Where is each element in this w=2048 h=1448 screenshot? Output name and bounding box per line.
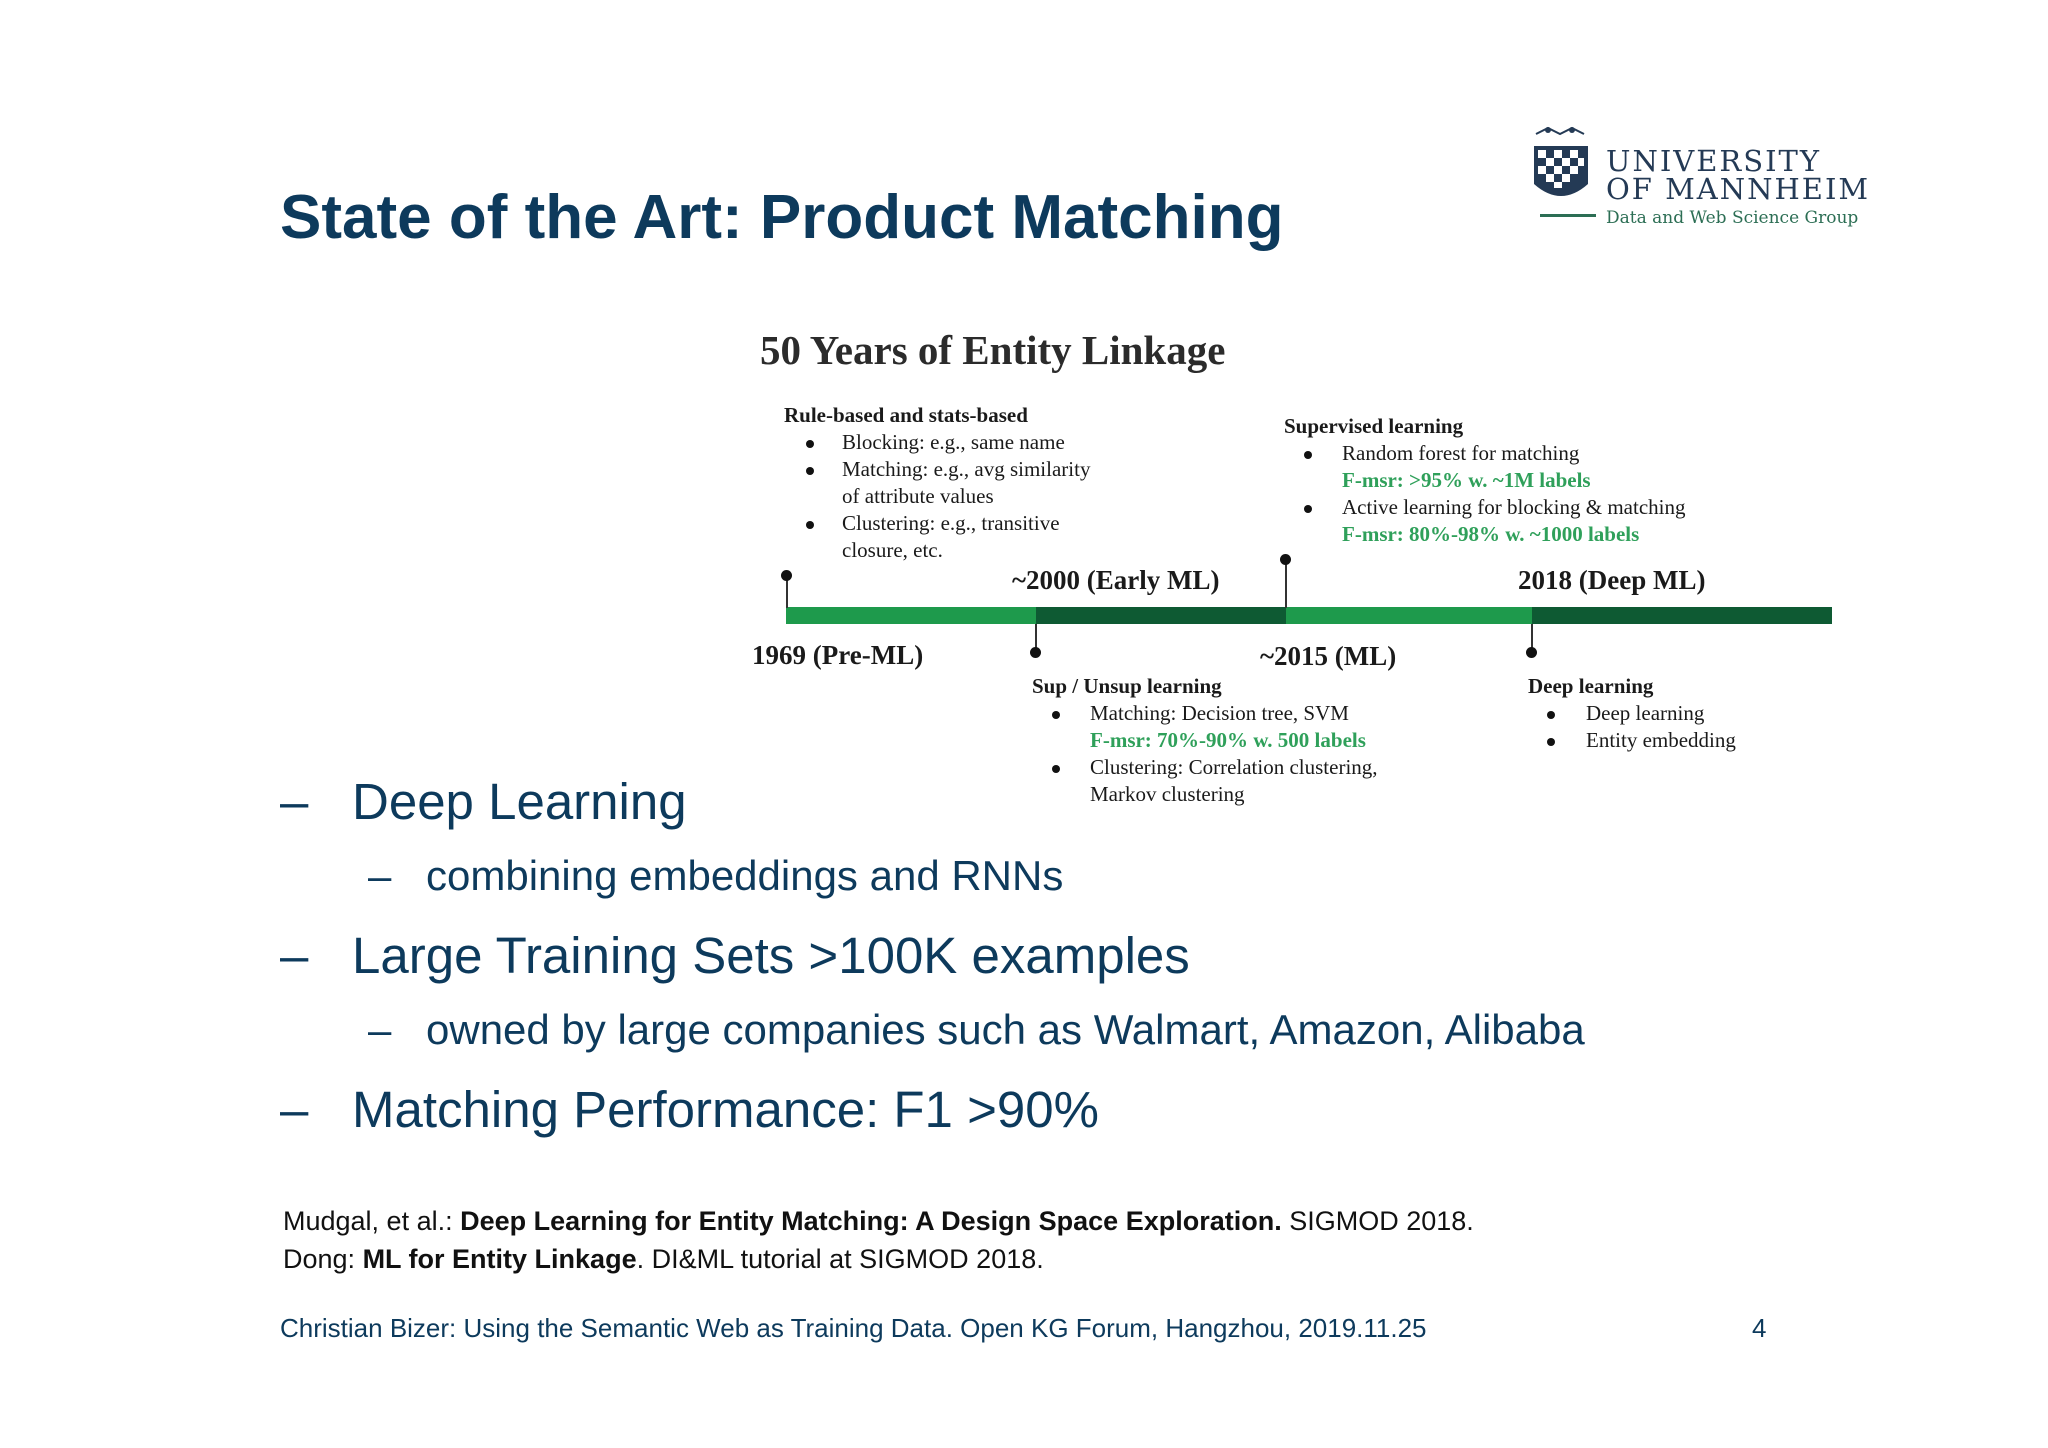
- era3-item: Random forest for matching: [1342, 441, 1580, 465]
- bullet-dot: [1304, 451, 1312, 459]
- era1-item: Clustering: e.g., transitive: [842, 511, 1060, 535]
- era2-highlight: F-msr: 70%-90% w. 500 labels: [1090, 728, 1366, 752]
- reference-dong: [283, 1244, 1044, 1275]
- era2-item: Matching: Decision tree, SVM: [1090, 701, 1349, 725]
- bullet-level1: [280, 1080, 1099, 1139]
- slide-title: State of the Art: Product Matching: [280, 183, 1284, 252]
- timeline-segment-pre-ml: [786, 607, 1036, 624]
- logo-rule: [1540, 214, 1596, 217]
- timeline-pin-2000: [1030, 647, 1041, 658]
- bullet-level1: [280, 926, 1190, 985]
- ref-suffix: . DI&ML tutorial at SIGMOD 2018.: [636, 1244, 1044, 1274]
- ref-title: ML for Entity Linkage: [362, 1244, 637, 1274]
- ref-prefix: Mudgal, et al.:: [283, 1206, 461, 1236]
- reference-mudgal: [283, 1206, 1474, 1237]
- era2-item: Clustering: Correlation clustering,: [1090, 755, 1378, 779]
- era1-item: Matching: e.g., avg similarity: [842, 457, 1091, 481]
- era4-item: Entity embedding: [1586, 728, 1736, 752]
- era3-highlight: F-msr: >95% w. ~1M labels: [1342, 468, 1591, 492]
- timeline-pin-2018: [1526, 647, 1537, 658]
- era2-heading: Sup / Unsup learning: [1032, 674, 1222, 698]
- bullet-dot: [1052, 765, 1060, 773]
- bullet-text: Deep Learning: [352, 773, 687, 830]
- timeline-segment-ml: [1286, 607, 1532, 624]
- bullet-dot: [1547, 711, 1555, 719]
- bullet-dot: [806, 521, 814, 529]
- crest-icon: [1526, 124, 1604, 222]
- era3-highlight: F-msr: 80%-98% w. ~1000 labels: [1342, 522, 1640, 546]
- bullet-text: owned by large companies such as Walmart, Amazon, Alibaba: [426, 1006, 1585, 1053]
- timeline-segment-early-ml: [1036, 607, 1286, 624]
- bullet-text: Matching Performance: F1 >90%: [352, 1081, 1099, 1138]
- figure-title: 50 Years of Entity Linkage: [760, 327, 1226, 373]
- bullet-level2: [368, 1006, 1585, 1054]
- page-number: 4: [1752, 1313, 1767, 1343]
- bullet-dot: [806, 467, 814, 475]
- bullet-dash: –: [280, 1081, 309, 1138]
- era1-item: Blocking: e.g., same name: [842, 430, 1065, 454]
- ref-suffix: SIGMOD 2018.: [1281, 1206, 1474, 1236]
- logo-subtitle: Data and Web Science Group: [1606, 208, 1859, 228]
- ref-title: Deep Learning for Entity Matching: A Design Space Exploration.: [460, 1206, 1282, 1236]
- era1-heading: Rule-based and stats-based: [784, 403, 1028, 427]
- bullet-dot: [1547, 738, 1555, 746]
- logo-university: UNIVERSITY: [1606, 144, 1822, 178]
- bullet-level1: [280, 772, 687, 831]
- bullet-text: combining embeddings and RNNs: [426, 852, 1064, 899]
- bullet-level2: [368, 852, 1063, 900]
- era3-year: ~2015 (ML): [1260, 641, 1397, 671]
- era1-year: 1969 (Pre-ML): [752, 640, 924, 670]
- timeline-segment-deep-ml: [1532, 607, 1832, 624]
- era4-heading: Deep learning: [1528, 674, 1654, 698]
- ref-prefix: Dong:: [283, 1244, 363, 1274]
- bullet-dot: [1304, 505, 1312, 513]
- era1-item: closure, etc.: [842, 538, 943, 562]
- bullet-dash: –: [280, 927, 309, 984]
- timeline-pin-2015: [1280, 554, 1291, 565]
- era4-year: 2018 (Deep ML): [1518, 565, 1706, 595]
- timeline-stem: [1285, 562, 1287, 608]
- era2-item: Markov clustering: [1090, 782, 1245, 806]
- timeline-pin-1969: [781, 570, 792, 581]
- bullet-dot: [806, 440, 814, 448]
- era3-heading: Supervised learning: [1284, 414, 1464, 438]
- bullet-text: Large Training Sets >100K examples: [352, 927, 1190, 984]
- era2-year: ~2000 (Early ML): [1012, 565, 1220, 595]
- bullet-dash: –: [280, 773, 309, 830]
- bullet-dash: –: [368, 852, 392, 899]
- bullet-dot: [1052, 711, 1060, 719]
- university-logo: [1526, 124, 1871, 234]
- era4-item: Deep learning: [1586, 701, 1705, 725]
- bullet-dash: –: [368, 1006, 392, 1053]
- logo-mannheim: OF MANNHEIM: [1606, 172, 1871, 206]
- era1-item: of attribute values: [842, 484, 994, 508]
- era3-item: Active learning for blocking & matching: [1342, 495, 1686, 519]
- slide-footer: Christian Bizer: Using the Semantic Web as Training Data. Open KG Forum, Hangzhou, 2019.11.25: [280, 1313, 1427, 1343]
